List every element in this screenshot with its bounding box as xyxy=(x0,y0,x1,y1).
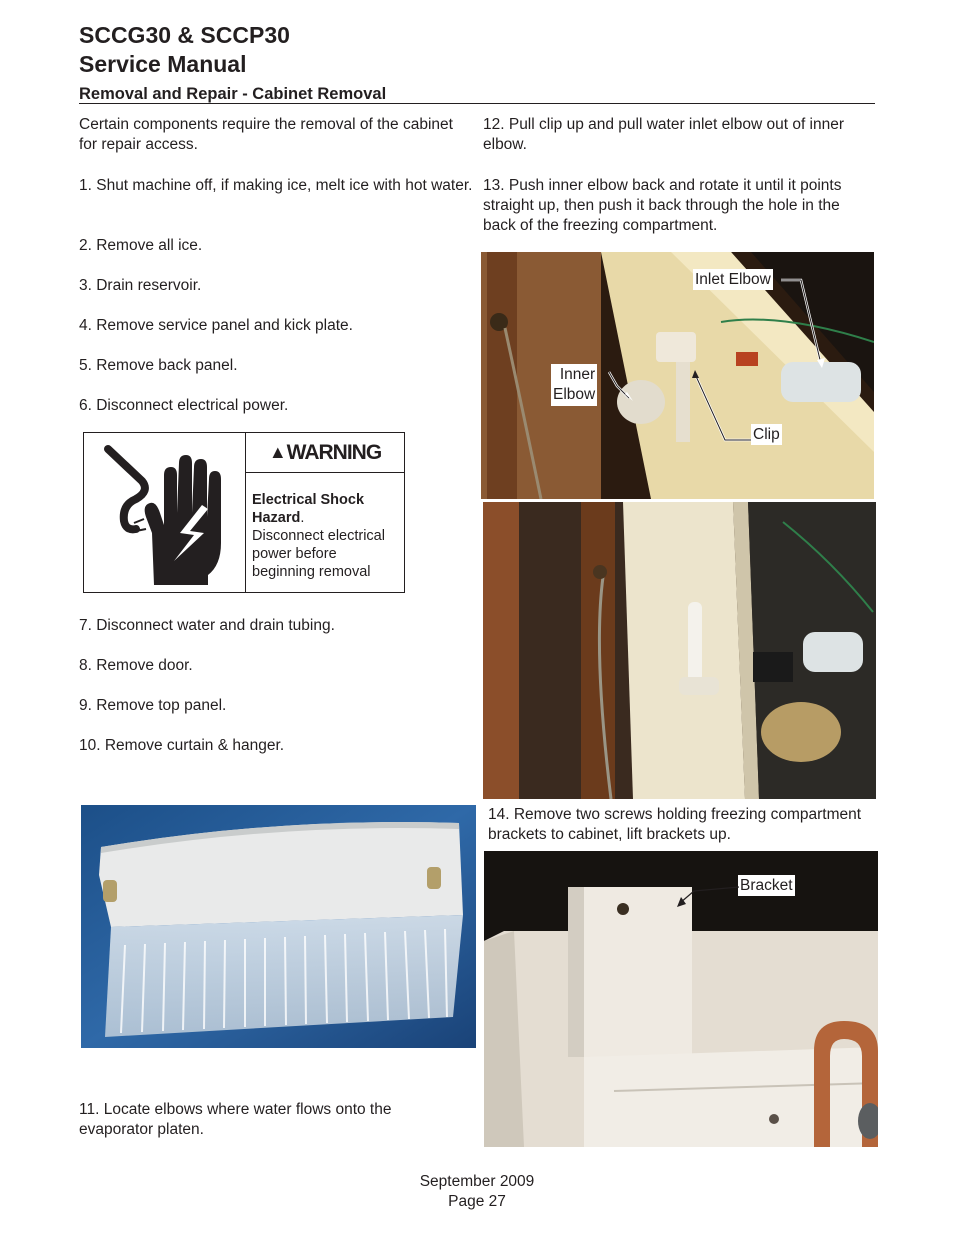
label-clip: Clip xyxy=(753,426,780,443)
warning-heading-text: WARNING xyxy=(286,440,382,464)
step-14: 14. Remove two screws holding freezing compartment brackets to cabinet, lift brackets up. xyxy=(488,806,862,843)
step-10: 10. Remove curtain & hanger. xyxy=(79,737,285,754)
manual-subtitle: Service Manual xyxy=(79,51,247,77)
warning-box xyxy=(83,432,405,593)
section-heading: Removal and Repair - Cabinet Removal xyxy=(79,85,387,103)
warning-heading xyxy=(246,433,404,473)
step-3: 3. Drain reservoir. xyxy=(79,277,202,294)
callout-lines xyxy=(481,252,874,499)
label-inner-line2: Elbow xyxy=(553,386,596,403)
intro-paragraph: Certain components require the removal of the cabinet for repair access. xyxy=(79,116,453,153)
hazard-punct: . xyxy=(300,510,305,526)
label-inner-line1: Inner xyxy=(559,366,596,383)
hazard-title: Electrical Shock Hazard xyxy=(252,492,365,526)
hazard-body: Disconnect electrical power before beginning removal xyxy=(252,528,385,580)
step-2: 2. Remove all ice. xyxy=(79,237,203,254)
label-inlet-elbow: Inlet Elbow xyxy=(695,271,771,288)
curtain-hanger-photo xyxy=(81,805,476,1048)
step-1: 1. Shut machine off, if making ice, melt ice with hot water. xyxy=(79,177,473,194)
warning-triangle-icon: ▲ xyxy=(268,442,286,462)
inner-elbow-upright-photo xyxy=(483,502,876,799)
step-13: 13. Push inner elbow back and rotate it until it points straight up, then push it back through the hole in the back of the freezing compartment. xyxy=(483,177,842,234)
callout-line-bracket xyxy=(484,851,878,1147)
electrical-shock-hand-icon xyxy=(84,433,246,592)
manual-title: SCCG30 & SCCP30 xyxy=(79,22,290,48)
step-6: 6. Disconnect electrical power. xyxy=(79,397,289,414)
warning-message xyxy=(252,491,402,581)
step-12: 12. Pull clip up and pull water inlet elbow out of inner elbow. xyxy=(483,116,845,153)
step-9: 9. Remove top panel. xyxy=(79,697,227,714)
footer-date: September 2009 xyxy=(419,1173,535,1190)
header-rule xyxy=(79,103,875,104)
step-4: 4. Remove service panel and kick plate. xyxy=(79,317,353,334)
step-7: 7. Disconnect water and drain tubing. xyxy=(79,617,335,634)
step-8: 8. Remove door. xyxy=(79,657,193,674)
step-5: 5. Remove back panel. xyxy=(79,357,238,374)
elbows-photo xyxy=(481,252,874,499)
footer-page-number: Page 27 xyxy=(448,1193,506,1210)
label-bracket: Bracket xyxy=(740,877,793,894)
step-11: 11. Locate elbows where water flows onto the evaporator platen. xyxy=(79,1101,392,1138)
bracket-photo xyxy=(484,851,878,1147)
